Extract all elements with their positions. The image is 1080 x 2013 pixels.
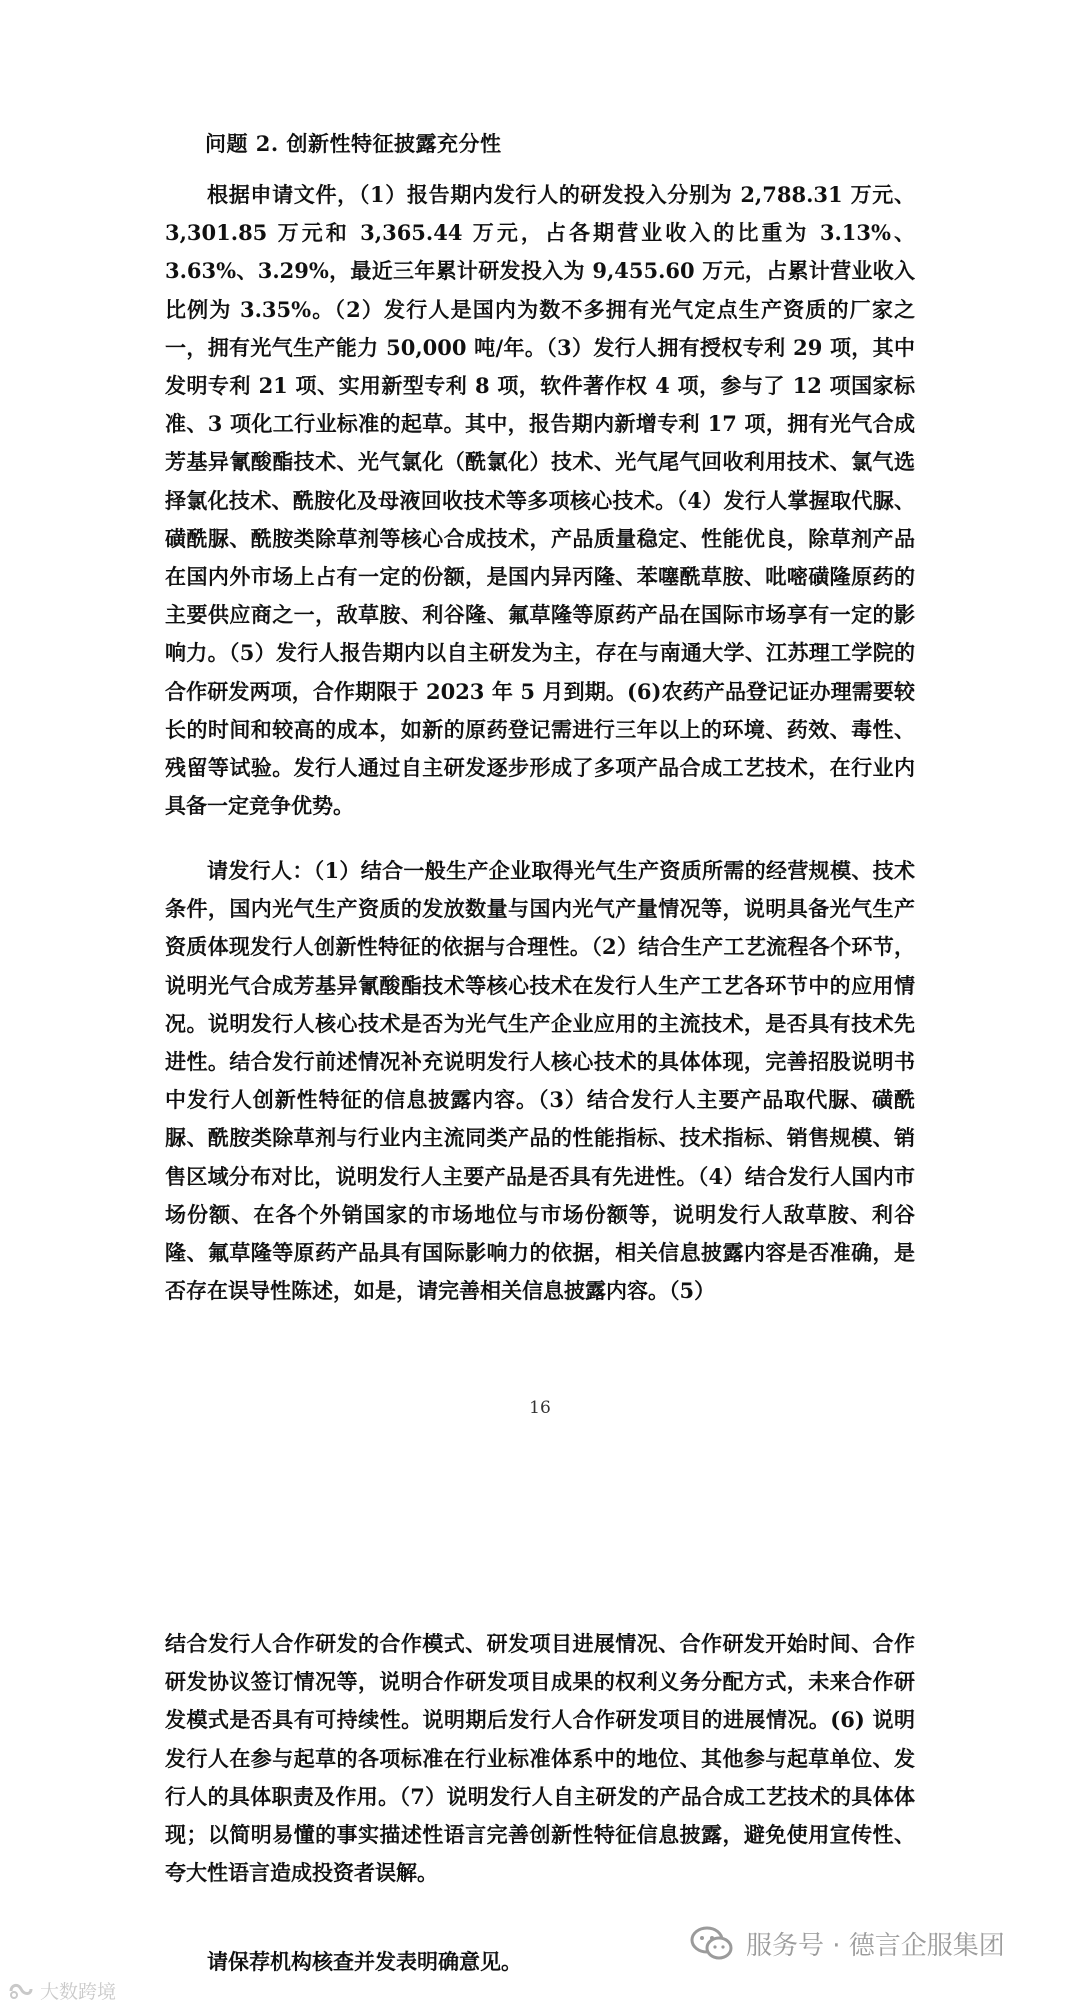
paragraph-background: 根据申请文件，（1）报告期内发行人的研发投入分别为 2,788.31 万元、3,301.85 万元和 3,365.44 万元，占各期营业收入的比重为 3.13%、3.63%、3.29%，最近三年累计研发投入为 9,455.60 万元，占累计营业收入比例为 3.35%。（2）发行人是国内为数不多拥有光气定点生产资质的厂家之一，拥有光气生产能力 50,000 吨/年。（3）发行人拥有授权专利 29 项，其中发明专利 21 项、实用新型专利 8 项，软件著作权 4 项，参与了 12 项国家标准、3 项化工行业标准的起草。其中，报告期内新增专利 17 项，拥有光气合成芳基异氰酸酯技术、光气氯化（酰氯化）技术、光气尾气回收利用技术、氯气选择氯化技术、酰胺化及母液回收技术等多项核心技术。（4）发行人掌握取代脲、磺酰脲、酰胺类除草剂等核心合成技术，产品质量稳定、性能优良，除草剂产品在国内外市场上占有一定的份额，是国内异丙隆、苯噻酰草胺、吡嘧磺隆原药的主要供应商之一，敌草胺、利谷隆、氟草隆等原药产品在国际市场享有一定的影响力。（5）发行人报告期内以自主研发为主，存在与南通大学、江苏理工学院的合作研发两项，合作期限于 2023 年 5 月到期。(6)农药产品登记证办理需要较长的时间和较高的成本，如新的原药登记需进行三年以上的环境、药效、毒性、残留等试验。发行人通过自主研发逐步形成了多项产品合成工艺技术，在行业内具备一定竞争优势。 bbox=[165, 182, 915, 819]
paragraph-continued-requests: 结合发行人合作研发的合作模式、研发项目进展情况、合作研发开始时间、合作研发协议签订情况等，说明合作研发项目成果的权利义务分配方式，未来合作研发模式是否具有可持续性。说明期后发行人合作研发项目的进展情况。(6) 说明发行人在参与起草的各项标准在行业标准体系中的地位、其他参与起草单位、发行人的具体职责及作用。（7）说明发行人自主研发的产品合成工艺技术的具体体现；以简明易懂的事实描述性语言完善创新性特征信息披露，避免使用宣传性、夸大性语言造成投资者误解。 bbox=[165, 1631, 915, 1886]
paragraph-requests: 请发行人：（1）结合一般生产企业取得光气生产资质所需的经营规模、技术条件，国内光气生产资质的发放数量与国内光气产量情况等，说明具备光气生产资质体现发行人创新性特征的依据与合理性。（2）结合生产工艺流程各个环节，说明光气合成芳基异氰酸酯技术等核心技术在发行人生产工艺各环节中的应用情况。说明发行人核心技术是否为光气生产企业应用的主流技术，是否具有技术先进性。结合发行前述情况补充说明发行人核心技术的具体体现，完善招股说明书中发行人创新性特征的信息披露内容。（3）结合发行人主要产品取代脲、磺酰脲、酰胺类除草剂与行业内主流同类产品的性能指标、技术指标、销售规模、销售区域分布对比，说明发行人主要产品是否具有先进性。（4）结合发行人国内市场份额、在各个外销国家的市场地位与市场份额等，说明发行人敌草胺、利谷隆、氟草隆等原药产品具有国际影响力的依据，相关信息披露内容是否准确，是否存在误导性陈述，如是，请完善相关信息披露内容。（5） bbox=[165, 858, 915, 1304]
watermark-right bbox=[690, 1925, 1005, 1962]
watermark-right-text: 服务号 · 德言企服集团 bbox=[746, 1931, 1005, 1961]
watermark-left-text: 大数跨境 bbox=[40, 1981, 117, 2003]
dashuo-logo-icon bbox=[8, 1981, 34, 2001]
page-number: 16 bbox=[529, 1398, 551, 1418]
wechat-logo-icon bbox=[690, 1926, 734, 1962]
paragraph-sponsor-instruction: 请保荐机构核查并发表明确意见。 bbox=[207, 1949, 522, 1974]
watermark-left bbox=[8, 1977, 116, 2004]
section-heading: 问题 2. 创新性特征披露充分性 bbox=[205, 131, 502, 156]
